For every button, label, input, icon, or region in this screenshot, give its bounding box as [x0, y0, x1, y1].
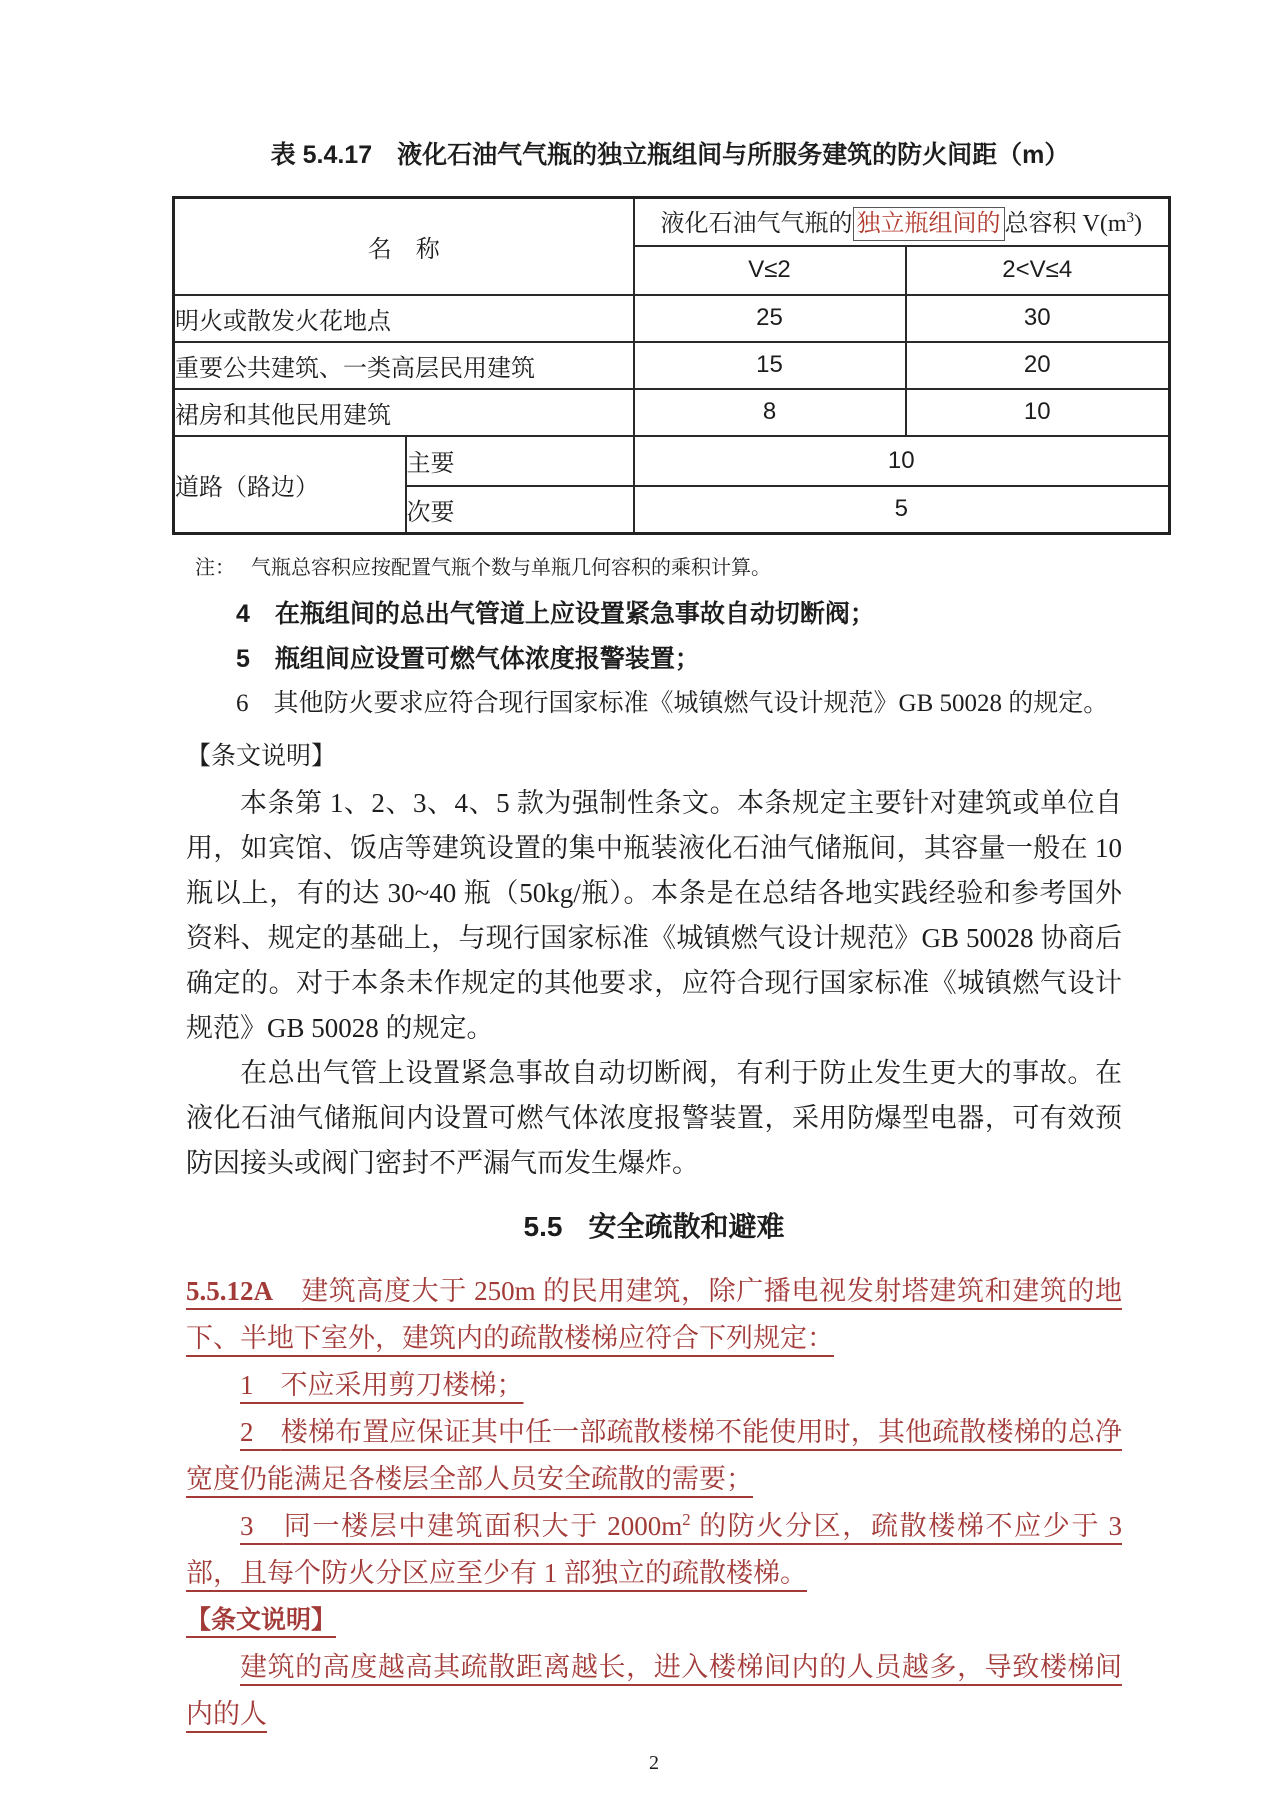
gap	[250, 645, 275, 673]
table-row	[174, 389, 1170, 436]
section-number: 5.5	[523, 1211, 563, 1242]
table-header-row-1	[174, 198, 1170, 246]
item-text: 楼梯布置应保证其中任一部疏散楼梯不能使用时，其他疏散楼梯的总净宽度仍能满足各楼层全部人员安全疏散的需要；	[186, 1417, 1122, 1494]
clause-number: 4	[236, 600, 250, 628]
note-label: 注：	[195, 557, 235, 579]
gap	[254, 1417, 281, 1447]
amendment-item-1	[186, 1362, 1122, 1409]
road-sub-cell: 主要	[406, 436, 634, 486]
capacity-prefix: 液化石油气气瓶的	[660, 209, 853, 237]
value-cell: 5	[634, 486, 1170, 534]
section-heading	[186, 1208, 1122, 1246]
fire-distance-table	[172, 196, 1171, 535]
road-label-cell: 道路（路边）	[174, 436, 406, 534]
clause-text: 在瓶组间的总出气管道上应设置紧急事故自动切断阀；	[274, 600, 875, 628]
item-text-pre: 同一楼层中建筑面积大于 2000m	[283, 1511, 683, 1541]
item-number: 2	[240, 1417, 254, 1447]
clause-text: 瓶组间应设置可燃气体浓度报警装置；	[274, 645, 700, 673]
road-sub-cell: 次要	[406, 486, 634, 534]
table-row-road-major	[174, 436, 1170, 486]
gap	[254, 1370, 281, 1400]
table-row	[174, 342, 1170, 389]
clause-text: 其他防火要求应符合现行国家标准《城镇燃气设计规范》GB 50028 的规定。	[273, 690, 1109, 717]
clause-6	[186, 689, 1122, 719]
section-title: 安全疏散和避难	[588, 1211, 785, 1242]
subheader-v1: V≤2	[634, 246, 906, 295]
table-row	[174, 295, 1170, 342]
value-cell: 30	[906, 295, 1170, 342]
table-title: 表 5.4.17 液化石油气气瓶的独立瓶组间与所服务建筑的防火间距（m）	[270, 141, 1070, 169]
value-cell: 25	[634, 295, 906, 342]
value-cell: 8	[634, 389, 906, 436]
gap	[254, 1511, 284, 1541]
amendment-explanation-text: 建筑的高度越高其疏散距离越长，进入楼梯间内的人员越多，导致楼梯间内的人	[186, 1652, 1122, 1729]
revision-boxed-text: 独立瓶组间的	[853, 207, 1005, 241]
amendment-item-3	[186, 1503, 1122, 1597]
item-number: 3	[240, 1511, 254, 1541]
clause-number: 5	[236, 645, 250, 673]
value-cell: 20	[906, 342, 1170, 389]
amendment-clause-number: 5.5.12A	[186, 1276, 273, 1306]
table-note	[186, 555, 1122, 581]
gap	[250, 600, 275, 628]
explanation-paragraph-1: 本条第 1、2、3、4、5 款为强制性条文。本条规定主要针对建筑或单位自用，如宾馆、饭店等建筑设置的集中瓶装液化石油气储瓶间，其容量一般在 10 瓶以上，有的达 30~40 瓶（50kg/瓶）。本条是在总结各地实践经验和参考国外资料、规定的基础上，与现行国家标准《城镇燃气设计规范》GB 50028 协商后确定的。对于本条未作规定的其他要求，应符合现行国家标准《城镇燃气设计规范》GB 50028 的规定。	[186, 788, 1122, 1043]
capacity-superscript: 3	[1126, 209, 1134, 226]
value-cell: 10	[906, 389, 1170, 436]
page-number: 2	[649, 1752, 659, 1774]
header-name-cell: 名 称	[174, 198, 634, 295]
explanation-paragraph-2: 在总出气管上设置紧急事故自动切断阀，有利于防止发生更大的事故。在液化石油气储瓶间内设置可燃气体浓度报警装置，采用防爆型电器，可有效预防因接头或阀门密封不严漏气而发生爆炸。	[186, 1058, 1122, 1178]
note-text: 气瓶总容积应按配置气瓶个数与单瓶几何容积的乘积计算。	[251, 557, 771, 579]
clause-number: 6	[236, 690, 249, 717]
item-superscript: 2	[682, 1510, 691, 1529]
row-name-cell: 裙房和其他民用建筑	[174, 389, 634, 436]
subheader-v2: 2<V≤4	[906, 246, 1170, 295]
clause-5	[186, 644, 1122, 674]
amendment-intro	[186, 1268, 1122, 1362]
item-number: 1	[240, 1370, 254, 1400]
row-name-cell: 明火或散发火花地点	[174, 295, 634, 342]
row-name-cell: 重要公共建筑、一类高层民用建筑	[174, 342, 634, 389]
amendment-intro-text: 建筑高度大于 250m 的民用建筑，除广播电视发射塔建筑和建筑的地下、半地下室外，建筑内的疏散楼梯应符合下列规定：	[186, 1276, 1122, 1353]
gap	[249, 690, 274, 717]
capacity-paren: )	[1133, 210, 1142, 237]
item-text-post: 的防火分区，疏散楼梯不应少于 3 部，且每个防火分区应至少有 1 部独立的疏散楼梯。	[186, 1511, 1122, 1588]
value-cell: 10	[634, 436, 1170, 486]
amendment-block	[186, 1268, 1122, 1738]
capacity-suffix: 总容积 V(m	[1004, 210, 1127, 237]
explanation-label: 【条文说明】	[186, 742, 337, 770]
value-cell: 15	[634, 342, 906, 389]
clause-list	[186, 599, 1122, 719]
clause-4	[186, 599, 1122, 629]
amendment-item-2	[186, 1409, 1122, 1503]
gap	[273, 1276, 301, 1306]
amendment-explanation-label: 【条文说明】	[186, 1606, 337, 1634]
header-capacity-cell	[634, 198, 1170, 246]
header-capacity-text	[661, 210, 1142, 237]
item-text: 不应采用剪刀楼梯；	[280, 1370, 524, 1400]
